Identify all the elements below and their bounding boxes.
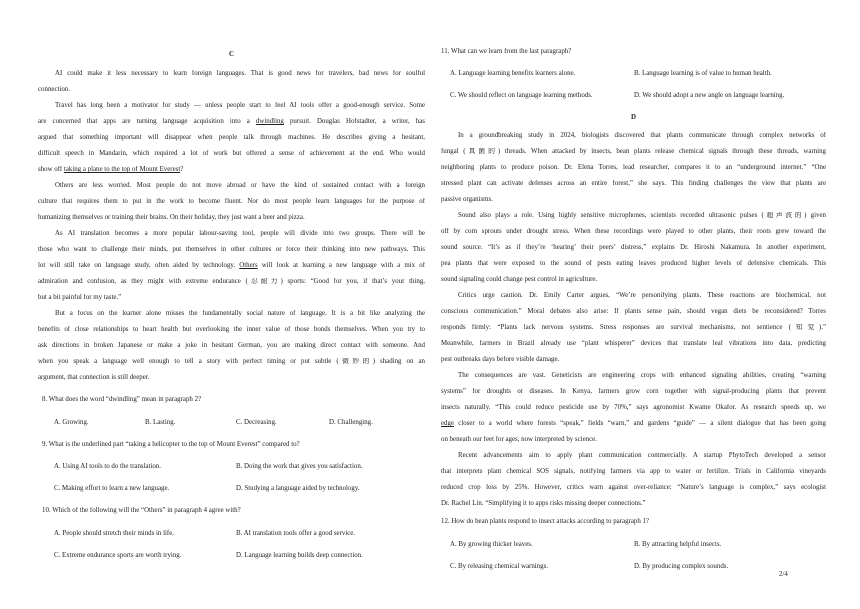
passage-line: passive organisms. xyxy=(441,196,493,203)
option-c[interactable]: C. By releasing chemical warnings. xyxy=(450,563,548,570)
option-d[interactable]: D. Language learning builds deep connection. xyxy=(236,552,363,559)
passage-line: But a focus on the learner alone misses the fundamentally social nature of language. It is a bit like analyzing the xyxy=(55,310,425,317)
passage-line: difficult speech in Mandarin, which required a lot of work but offered a sense of achievement at the end. Who would xyxy=(38,150,425,157)
passage-line: on beneath our feet for ages, now interpreted by science. xyxy=(441,436,597,443)
passage-d-heading: D xyxy=(631,114,636,121)
option-c[interactable]: C. Extreme endurance sports are worth trying. xyxy=(54,552,182,559)
option-d[interactable]: D. We should adopt a new angle on language learning. xyxy=(634,92,785,99)
passage-line: Dr. Rachel Lin. “Simplifying it to apps risks missing deeper connections.” xyxy=(441,500,646,507)
passage-line: argument, that connection is still deeper. xyxy=(38,374,150,381)
passage-line: pest outbreaks days before visible damage. xyxy=(441,356,560,363)
passage-line: humanizing themselves or training their brains. On their holiday, they just want a beer and pizza. xyxy=(38,214,305,221)
option-b[interactable]: B. By attracting helpful insects. xyxy=(634,541,722,548)
passage-line: As AI translation becomes a more popular labour-saving tool, people will divide into two groups. There will be xyxy=(55,230,425,237)
option-d[interactable]: D. By producing complex sounds. xyxy=(634,563,729,570)
option-c[interactable]: C. Making effort to learn a new language. xyxy=(54,485,170,492)
passage-line: In a groundbreaking study in 2024, biologists discovered that plants communicate through complex networks of xyxy=(458,132,826,139)
passage-line: Sound also plays a role. Using highly sensitive microphones, scientists recorded ultrasonic pulses (超声波的) given xyxy=(458,212,826,219)
option-a[interactable]: A. Growing. xyxy=(54,419,89,426)
question-stem: 8. What does the word “dwindling” mean in paragraph 2? xyxy=(42,396,202,403)
page-number: 2/4 xyxy=(779,571,788,578)
passage-line: Meanwhile, farmers in Brazil already use “plant whisperer” devices that translate leaf vibrations into data, predicting xyxy=(441,340,826,347)
passage-line: culture that requires them to put in the work to become fluent. Nor do most people learn languages for the purpose of xyxy=(38,198,425,205)
passage-line: Recent advancements aim to apply plant communication commercially. A startup PhytoTech developed a sensor xyxy=(458,452,826,459)
passage-c-heading: C xyxy=(229,51,234,58)
passage-line: ask directions in broken Japanese or make a joke in hesitant German, you are making direct contact with someone. And xyxy=(38,342,425,349)
underlined-word-others: Others xyxy=(239,262,258,269)
question-stem: 12. How do bean plants respond to insect attacks according to paragraph 1? xyxy=(441,518,649,525)
passage-line: fungal (真菌的) threads. When attacked by insects, bean plants release chemical signals through these threads, warning xyxy=(441,148,826,155)
passage-line: connection. xyxy=(38,86,70,93)
passage-line: Travel has long been a motivator for study — unless people start to feel AI tools offer a good-enough service. Some xyxy=(55,102,425,109)
question-stem: 10. Which of the following will the “Others” in paragraph 4 agree with? xyxy=(42,507,241,514)
underlined-word-edge: edge xyxy=(441,420,455,427)
question-stem: 11. What can we learn from the last paragraph? xyxy=(441,48,572,55)
option-b[interactable]: B. Doing the work that gives you satisfaction. xyxy=(236,463,363,470)
passage-line: argued that something important will disappear when people talk through machines. He describes giving a hesitant, xyxy=(38,134,425,141)
passage-line: Critics urge caution. Dr. Emily Carter argues, “We’re personifying plants. These reactions are biochemical, not xyxy=(458,292,826,299)
passage-line: responds firmly: “Plants lack nervous systems. Stress responses are survival mechanisms, not sentience (知觉).” xyxy=(441,324,826,331)
option-b[interactable]: B. AI translation tools offer a good service. xyxy=(236,530,356,537)
passage-line: The consequences are vast. Geneticists are engineering crops with enhanced signaling abilities, creating “warning xyxy=(458,372,826,379)
underlined-phrase-everest: taking a plane to the top of Mount Everest xyxy=(63,166,181,173)
passage-line: edge closer to a world where forests “speak,” fields “warn,” and gardens “guide” — a silent dialogue that has been going xyxy=(441,420,826,427)
passage-line: off by corn sprouts under drought stress. When these recordings were played to other plants, their roots grew toward the xyxy=(441,228,826,235)
passage-line: are concerned that apps are turning language acquisition into a dwindling pursuit. Douglas Hofstadter, a writer, has xyxy=(38,118,425,125)
passage-line: reduced crop loss by 25%. However, critics warn against over-reliance: “Nature’s language is complex,” says ecologist xyxy=(441,484,826,491)
passage-line: pea plants that were exposed to the sound of pests eating leaves produced higher levels of defensive chemicals. This xyxy=(441,260,826,267)
passage-line: show off taking a plane to the top of Mount Everest? xyxy=(38,166,184,173)
passage-line: AI could make it less necessary to learn foreign languages. That is good news for travelers, bad news for soulful xyxy=(55,70,425,77)
option-b[interactable]: B. Language learning is of value to human health. xyxy=(634,70,772,77)
passage-line: conscious communication.” Moral debates also arise: If plants sense pain, should vegan diets be reconsidered? Torres xyxy=(441,308,826,315)
option-b[interactable]: B. Lasting. xyxy=(145,419,176,426)
option-a[interactable]: A. Language learning benefits learners alone. xyxy=(450,70,576,77)
option-d[interactable]: D. Challenging. xyxy=(329,419,373,426)
option-a[interactable]: A. Using AI tools to do the translation. xyxy=(54,463,161,470)
question-stem: 9. What is the underlined part “taking a helicopter to the top of Mount Everest” compared to? xyxy=(42,441,300,448)
passage-line: systems” for droughts or diseases. In Kenya, farmers grow corn together with signal-producing plants that prevent xyxy=(441,388,826,395)
passage-line: admiration and confusion, as they might with extreme endurance (忍耐力) sports: “Good for you, if that’s your thing, xyxy=(38,278,425,285)
passage-line: those who want to challenge their minds, put themselves in other cultures or force their thinking into new pathways. This xyxy=(38,246,425,253)
option-c[interactable]: C. We should reflect on language learning methods. xyxy=(450,92,593,99)
option-a[interactable]: A. By growing thicker leaves. xyxy=(450,541,533,548)
passage-line: stressed plant can activate defenses across an entire forest,” she says. This finding challenges the view that plants are xyxy=(441,180,826,187)
option-d[interactable]: D. Studying a language aided by technology. xyxy=(236,485,360,492)
passage-line: when you speak a language well enough to tell a story with perfect timing or put subtle (微妙的) shading on an xyxy=(38,358,425,365)
option-c[interactable]: C. Decreasing. xyxy=(236,419,277,426)
passage-line: that interprets plant chemical SOS signals, notifying farmers via app to water or fertilize. Trials in California vineyards xyxy=(441,468,826,475)
passage-line: sound source. “It’s as if they’re ‘hearing’ their peers’ distress,” explains Dr. Hiroshi Nakamura. In another experiment, xyxy=(441,244,826,251)
option-a[interactable]: A. People should stretch their minds in life. xyxy=(54,530,174,537)
passage-line: benefits of close relationships to heart health but overlooking the inner value of those bonds themselves. When you try to xyxy=(38,326,425,333)
passage-line: lot will still take on language study, often aided by technology. Others will look at learning a new language with a mix of xyxy=(38,262,425,269)
passage-line: sound signaling could change pest control in agriculture. xyxy=(441,276,598,283)
underlined-word-dwindling: dwindling xyxy=(255,118,284,125)
passage-line: Others are less worried. Most people do not move abroad or have the kind of sustained contact with a foreign xyxy=(55,182,425,189)
passage-line: but a bit painful for my taste.” xyxy=(38,294,122,301)
passage-line: neighboring plants to produce poison. Dr. Elena Torres, lead researcher, compares it to an “underground internet.” “One xyxy=(441,164,826,171)
passage-line: insects naturally. “This could reduce pesticide use by 70%,” says agronomist Kwame Okafor. As research speeds up, we xyxy=(441,404,826,411)
